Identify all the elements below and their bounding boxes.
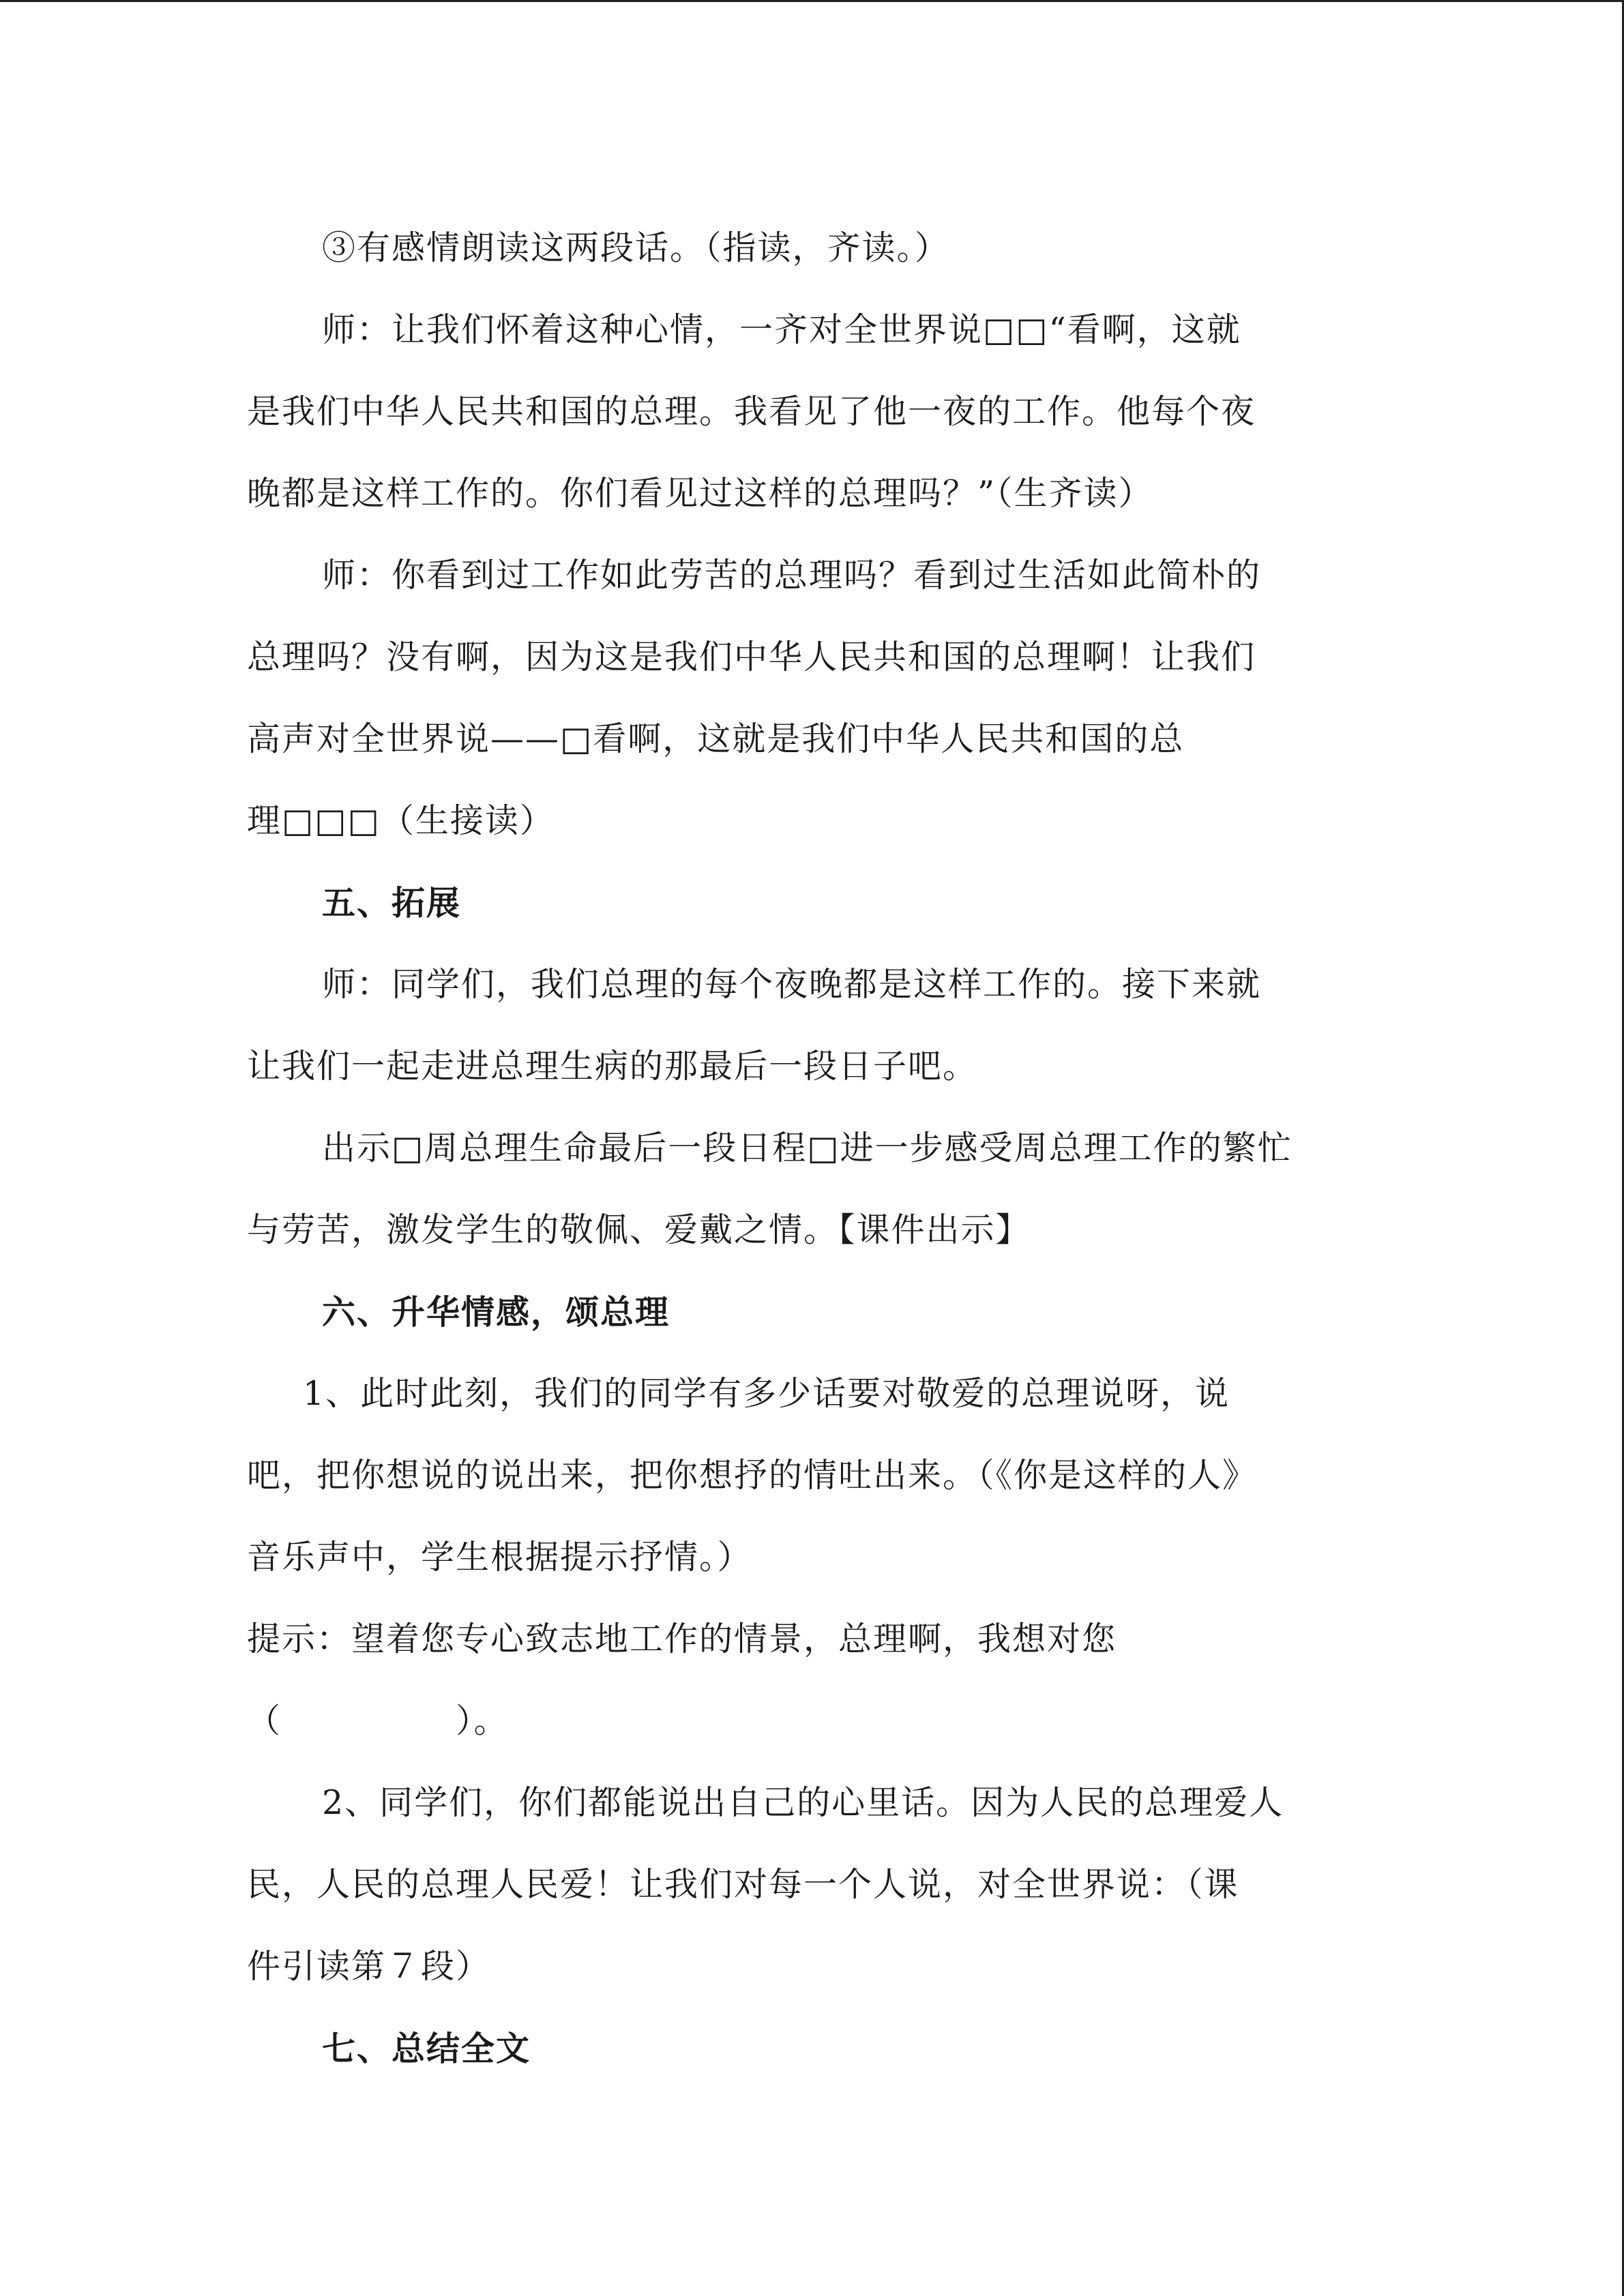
paragraph-line: 理□□□（生接读） [247,801,555,840]
paragraph-line: 师：你看到过工作如此劳苦的总理吗？看到过生活如此简朴的 [322,556,1262,595]
paragraph-line: 与劳苦，激发学生的敬佩、爱戴之情。【课件出示】 [247,1210,1031,1249]
section-heading: 六、升华情感，颂总理 [322,1292,670,1332]
section-heading: 七、总结全文 [322,2029,531,2068]
paragraph-line: 师：同学们，我们总理的每个夜晚都是这样工作的。接下来就 [322,965,1262,1004]
paragraph-line: 1、此时此刻，我们的同学有多少话要对敬爱的总理说呀，说 [303,1374,1230,1413]
paragraph-line: 提示：望着您专心致志地工作的情景，总理啊，我想对您 [247,1620,1117,1658]
paragraph-line: 高声对全世界说——□看啊，这就是我们中华人民共和国的总 [247,719,1185,758]
paragraph-line: 是我们中华人民共和国的总理。我看见了他一夜的工作。他每个夜 [247,392,1256,431]
paragraph-line: 让我们一起走进总理生病的那最后一段日子吧。 [247,1047,978,1086]
paragraph-line: 吧，把你想说的说出来，把你想抒的情吐出来。（《你是这样的人》 [247,1456,1258,1495]
paragraph-line: 师：让我们怀着这种心情，一齐对全世界说□□“看啊，这就 [322,310,1241,349]
paragraph-line: 2、同学们，你们都能说出自己的心里话。因为人民的总理爱人 [322,1783,1284,1822]
paragraph-line: 出示□周总理生命最后一段日程□进一步感受周总理工作的繁忙 [322,1129,1293,1167]
paragraph-line: ③有感情朗读这两段话。（指读，齐读。） [322,228,950,267]
paragraph-line: 晚都是这样工作的。你们看见过这样的总理吗？”（生齐读） [247,474,1153,513]
paragraph-line: 总理吗？没有啊，因为这是我们中华人民共和国的总理啊！让我们 [247,638,1256,676]
paragraph-line: 音乐声中，学生根据提示抒情。） [247,1538,752,1577]
paragraph-line: 民，人民的总理人民爱！让我们对每一个人说，对全世界说：（课 [247,1865,1239,1904]
section-heading: 五、拓展 [322,883,462,923]
answer-blank-line: （ ）。 [247,1701,509,1740]
paragraph-line: 件引读第７段） [247,1947,491,1986]
